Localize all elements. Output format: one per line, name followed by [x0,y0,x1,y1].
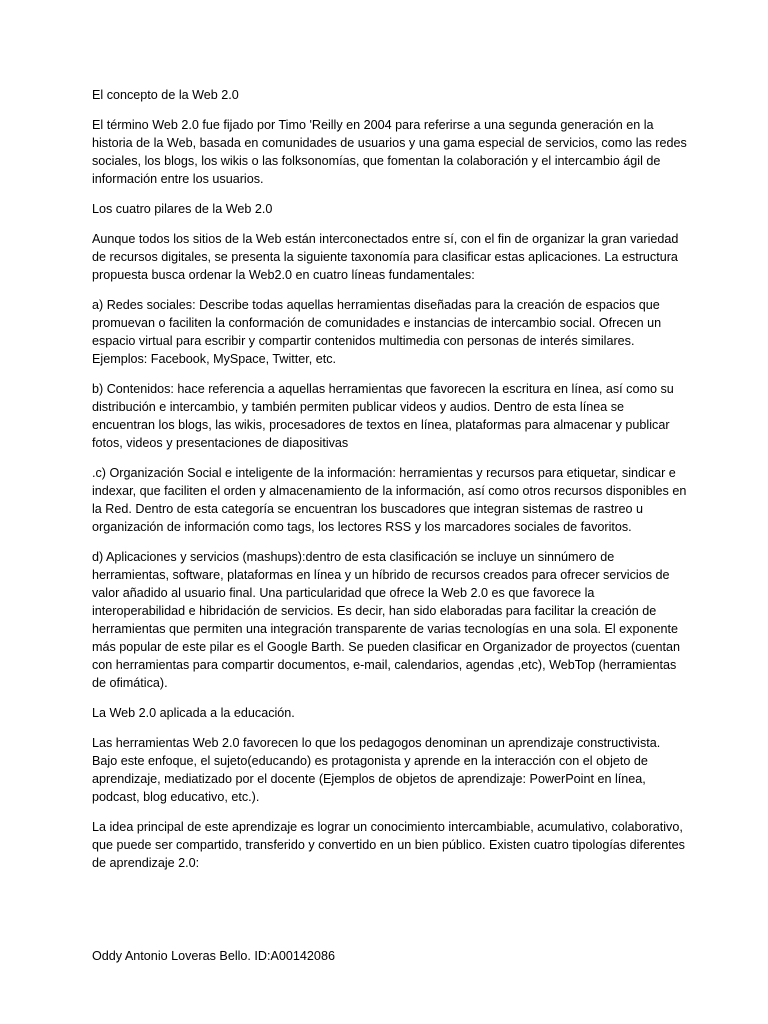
document-title: El concepto de la Web 2.0 [92,88,239,102]
pillar-d-paragraph: d) Aplicaciones y servicios (mashups):dentro de esta clasificación se incluye un sinnúmero de herramientas, software, plataformas en línea y un híbrido de recursos creados para ofrecer servicios de valor añadido al usuario final. Una particularidad que ofrece la Web 2.0 es que favorece la interoperabilidad e hibridación de servicios. Es decir, han sido elaboradas para facilitar la creación de herramientas que permiten una integración transparente de varias tecnologías en una sola. El exponente más popular de este pilar es el Google Barth. Se pueden clasificar en Organizador de proyectos (cuentan con herramientas para compartir documentos, e-mail, calendarios, agendas ,etc), WebTop (herramientas de ofimática). [92,550,681,690]
page-footer: Oddy Antonio Loveras Bello. ID:A00142086 [92,949,335,963]
document-page [92,86,688,884]
education-paragraph-2: La idea principal de este aprendizaje es lograr un conocimiento intercambiable, acumulativo, colaborativo, que puede ser compartido, transferido y convertido en un bien público. Existen cuatro tipologías diferentes de aprendizaje 2.0: [92,820,685,870]
intro-paragraph: El término Web 2.0 fue fijado por Timo 'Reilly en 2004 para referirse a una segunda generación en la historia de la Web, basada en comunidades de usuarios y una gama especial de servicios, como las redes sociales, los blogs, los wikis o las folksonomías, que fomentan la colaboración y el intercambio ágil de información entre los usuarios. [92,118,687,186]
pillar-b-paragraph: b) Contenidos: hace referencia a aquellas herramientas que favorecen la escritura en línea, así como su distribución e intercambio, y también permiten publicar videos y audios. Dentro de esta línea se encuentran los blogs, las wikis, procesadores de textos en línea, plataformas para almacenar y publicar fotos, videos y presentaciones de diapositivas [92,382,674,450]
section-heading-pillars: Los cuatro pilares de la Web 2.0 [92,202,273,216]
education-paragraph-1: Las herramientas Web 2.0 favorecen lo que los pedagogos denominan un aprendizaje constructivista. Bajo este enfoque, el sujeto(educando) es protagonista y aprende en la interacción con el objeto de aprendizaje, mediatizado por el docente (Ejemplos de objetos de aprendizaje: PowerPoint en línea, podcast, blog educativo, etc.). [92,736,661,804]
pillars-intro-paragraph: Aunque todos los sitios de la Web están interconectados entre sí, con el fin de organizar la gran variedad de recursos digitales, se presenta la siguiente taxonomía para clasificar estas aplicaciones. La estructura propuesta busca ordenar la Web2.0 en cuatro líneas fundamentales: [92,232,679,282]
pillar-c-paragraph: .c) Organización Social e inteligente de la información: herramientas y recursos para etiquetar, sindicar e indexar, que faciliten el orden y almacenamiento de la información, así como otros recursos disponibles en la Red. Dentro de esta categoría se encuentran los buscadores que integran sistemas de rastreo u organización de información como tags, los lectores RSS y los marcadores sociales de favoritos. [92,466,687,534]
section-heading-education: La Web 2.0 aplicada a la educación. [92,706,295,720]
pillar-a-paragraph: a) Redes sociales: Describe todas aquellas herramientas diseñadas para la creación de espacios que promuevan o faciliten la conformación de comunidades e instancias de intercambio social. Ofrecen un espacio virtual para escribir y compartir contenidos multimedia con personas de interés similares. Ejemplos: Facebook, MySpace, Twitter, etc. [92,298,662,366]
